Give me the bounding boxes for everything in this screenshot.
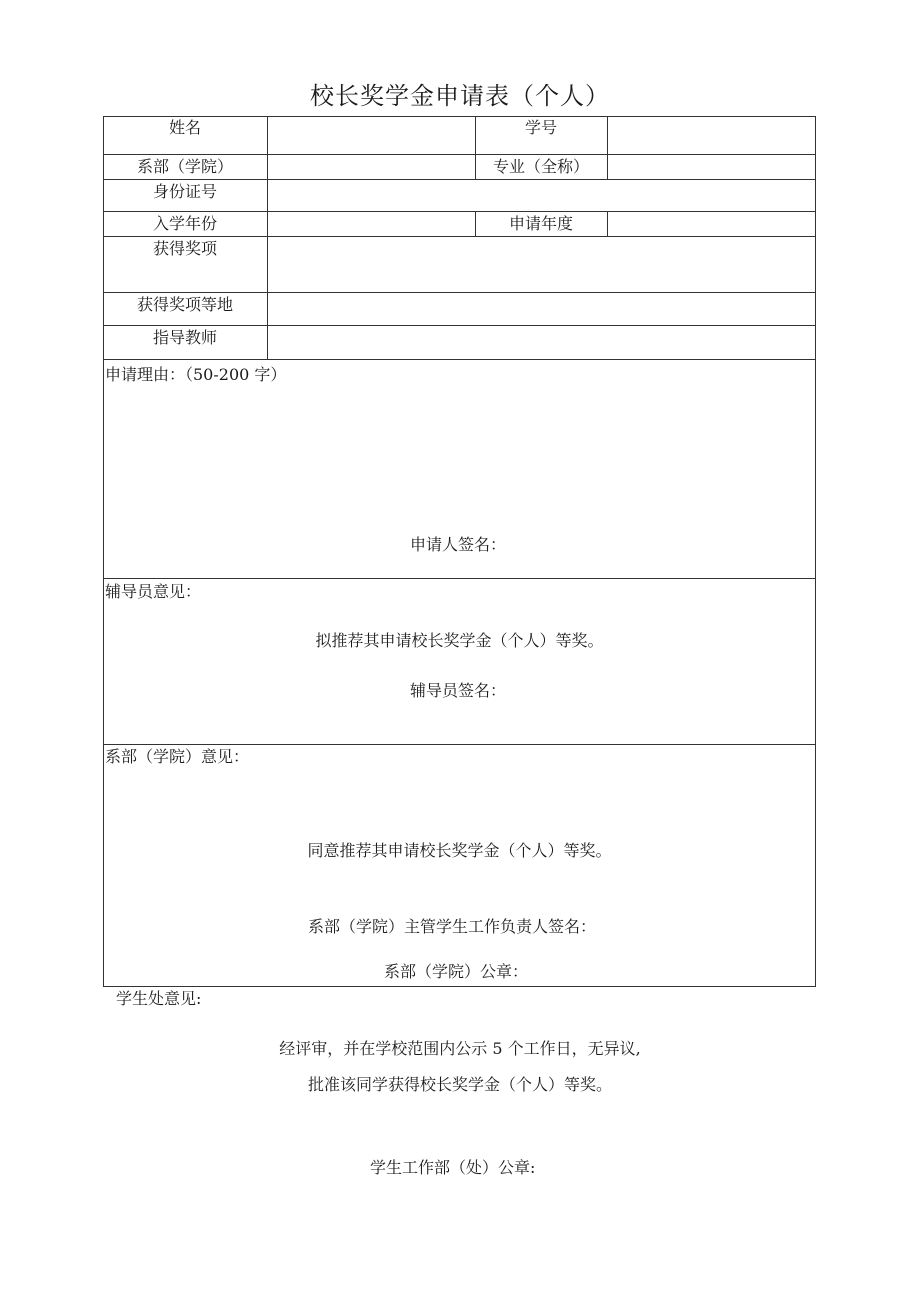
reason-label: 申请理由：（50-200 字）	[105, 365, 287, 384]
label-advisor: 指导教师	[152, 328, 217, 347]
counselor-opinion-label: 辅导员意见：	[105, 582, 202, 601]
student-office-opinion-label: 学生处意见:	[116, 989, 202, 1008]
row-divider	[103, 744, 816, 745]
department-seal-label: 系部（学院）公章：	[384, 962, 529, 981]
applicant-signature-label: 申请人签名：	[410, 535, 507, 554]
label-student-id: 学号	[524, 118, 557, 137]
student-office-seal-label: 学生工作部（处）公章:	[370, 1158, 536, 1177]
department-signature-label: 系部（学院）主管学生工作负责人签名：	[308, 917, 597, 936]
awards-field[interactable]	[268, 237, 815, 292]
student-id-field[interactable]	[608, 117, 815, 154]
label-major: 专业（全称）	[492, 157, 589, 176]
student-office-line-1: 经评审，并在学校范围内公示 5 个工作日，无异议,	[279, 1039, 641, 1058]
label-award-level: 获得奖项等地	[136, 295, 233, 314]
label-department: 系部（学院）	[136, 157, 233, 176]
name-field[interactable]	[268, 117, 475, 154]
award-level-field[interactable]	[268, 293, 815, 325]
department-opinion-text: 同意推荐其申请校长奖学金（个人）等奖。	[307, 841, 612, 860]
table-border-bottom	[103, 986, 816, 987]
counselor-signature-label: 辅导员签名：	[410, 681, 507, 700]
major-field[interactable]	[608, 155, 815, 179]
label-awards: 获得奖项	[152, 239, 217, 258]
apply-year-field[interactable]	[608, 212, 815, 236]
id-number-field[interactable]	[268, 180, 815, 211]
label-name: 姓名	[168, 118, 201, 137]
label-id-number: 身份证号	[152, 182, 217, 201]
department-field[interactable]	[268, 155, 475, 179]
counselor-opinion-text: 拟推荐其申请校长奖学金（个人）等奖。	[315, 631, 604, 650]
row-divider	[103, 359, 816, 360]
form-title: 校长奖学金申请表（个人）	[310, 82, 610, 110]
row-divider	[103, 578, 816, 579]
advisor-field[interactable]	[268, 326, 815, 359]
department-opinion-label: 系部（学院）意见：	[105, 747, 250, 766]
student-office-line-2: 批准该同学获得校长奖学金（个人）等奖。	[307, 1075, 612, 1094]
enroll-year-field[interactable]	[268, 212, 475, 236]
label-apply-year: 申请年度	[508, 214, 573, 233]
label-enroll-year: 入学年份	[152, 214, 217, 233]
